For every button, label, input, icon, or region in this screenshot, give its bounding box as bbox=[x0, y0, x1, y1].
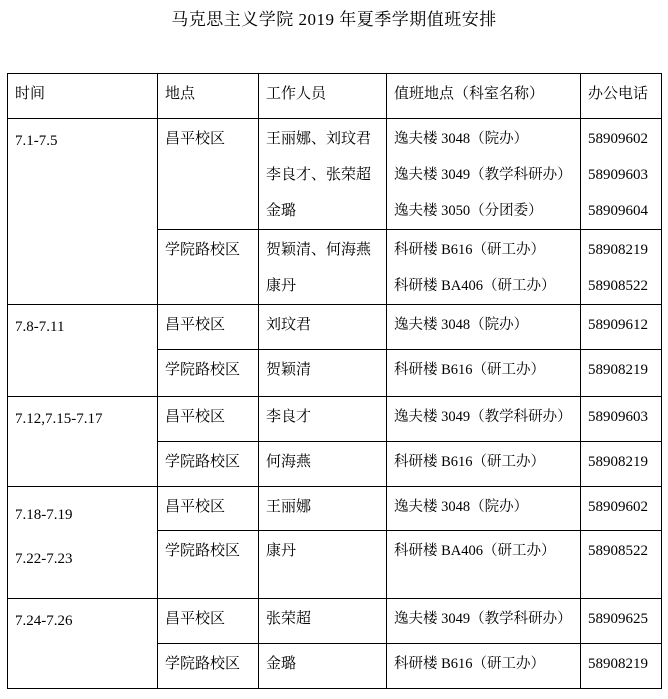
cell-line: 58908522 bbox=[588, 278, 648, 294]
phone-cell bbox=[581, 442, 662, 487]
cell-line: 58908522 bbox=[588, 543, 648, 559]
cell-line: 张荣超 bbox=[266, 611, 312, 627]
cell-line: 58909602 bbox=[588, 499, 648, 515]
cell-line: 58908219 bbox=[588, 362, 648, 378]
cell-line: 逸夫楼 3048（院办） bbox=[394, 317, 529, 333]
cell-line: 逸夫楼 3050（分团委） bbox=[394, 203, 543, 219]
staff-cell bbox=[259, 397, 387, 442]
location-cell bbox=[387, 644, 581, 689]
table-row bbox=[8, 397, 662, 442]
campus-cell: 昌平校区 bbox=[158, 397, 259, 442]
cell-line: 58909602 bbox=[588, 131, 648, 147]
cell-line: 科研楼 BA406（研工办） bbox=[394, 543, 556, 559]
cell-line: 科研楼 B616（研工办） bbox=[394, 242, 546, 258]
campus-cell: 学院路校区 bbox=[158, 531, 259, 599]
cell-line: 科研楼 B616（研工办） bbox=[394, 656, 546, 672]
campus-cell: 昌平校区 bbox=[158, 305, 259, 350]
campus-cell: 学院路校区 bbox=[158, 350, 259, 397]
cell-line: 金璐 bbox=[266, 656, 297, 672]
staff-cell bbox=[259, 599, 387, 644]
phone-cell bbox=[581, 599, 662, 644]
campus-cell: 学院路校区 bbox=[158, 644, 259, 689]
location-cell bbox=[387, 487, 581, 531]
cell-line: 何海燕 bbox=[266, 454, 312, 470]
cell-line: 贺颖清 bbox=[266, 362, 312, 378]
cell-line: 金璐 bbox=[266, 203, 297, 219]
cell-line: 王丽娜 bbox=[266, 499, 312, 515]
location-cell bbox=[387, 119, 581, 230]
phone-cell bbox=[581, 350, 662, 397]
campus-cell: 学院路校区 bbox=[158, 230, 259, 305]
cell-line: 贺颖清、何海燕 bbox=[266, 242, 372, 258]
cell-line: 康丹 bbox=[266, 278, 297, 294]
time-cell bbox=[8, 305, 158, 397]
phone-cell bbox=[581, 531, 662, 599]
cell-line: 逸夫楼 3049（教学科研办） bbox=[394, 167, 572, 183]
cell-line: 康丹 bbox=[266, 543, 297, 559]
cell-line: 逸夫楼 3048（院办） bbox=[394, 131, 529, 147]
cell-line: 58908219 bbox=[588, 454, 648, 470]
header-cell-phone: 办公电话 bbox=[581, 74, 662, 119]
header-cell-time: 时间 bbox=[8, 74, 158, 119]
cell-line: 王丽娜、刘玟君 bbox=[266, 131, 372, 147]
cell-line: 刘玟君 bbox=[266, 317, 312, 333]
staff-cell bbox=[259, 350, 387, 397]
cell-line: 58909625 bbox=[588, 611, 648, 627]
cell-line: 科研楼 B616（研工办） bbox=[394, 362, 546, 378]
cell-line: 58909612 bbox=[588, 317, 648, 333]
cell-line: 逸夫楼 3049（教学科研办） bbox=[394, 611, 572, 627]
staff-cell bbox=[259, 119, 387, 230]
cell-line: 7.8-7.11 bbox=[15, 318, 65, 335]
time-cell bbox=[8, 487, 158, 599]
staff-cell bbox=[259, 644, 387, 689]
location-cell bbox=[387, 531, 581, 599]
cell-line: 逸夫楼 3048（院办） bbox=[394, 499, 529, 515]
cell-line: 7.24-7.26 bbox=[15, 612, 73, 629]
table-row bbox=[8, 487, 662, 531]
staff-cell bbox=[259, 305, 387, 350]
phone-cell bbox=[581, 487, 662, 531]
phone-cell bbox=[581, 230, 662, 305]
location-cell bbox=[387, 397, 581, 442]
table-row bbox=[8, 599, 662, 644]
phone-cell bbox=[581, 644, 662, 689]
staff-cell bbox=[259, 442, 387, 487]
cell-line: 58909603 bbox=[588, 167, 648, 183]
table-header-row bbox=[8, 74, 662, 119]
table-row bbox=[8, 305, 662, 350]
cell-line: 科研楼 BA406（研工办） bbox=[394, 278, 556, 294]
cell-line: 58908219 bbox=[588, 656, 648, 672]
table-row bbox=[8, 119, 662, 230]
cell-line: 58909604 bbox=[588, 203, 648, 219]
location-cell bbox=[387, 230, 581, 305]
cell-line: 58908219 bbox=[588, 242, 648, 258]
staff-cell bbox=[259, 531, 387, 599]
phone-cell bbox=[581, 119, 662, 230]
campus-cell: 昌平校区 bbox=[158, 487, 259, 531]
cell-line: 7.1-7.5 bbox=[15, 132, 58, 149]
time-cell bbox=[8, 397, 158, 487]
duty-schedule-table bbox=[7, 73, 662, 689]
cell-line: 李良才、张荣超 bbox=[266, 167, 372, 183]
time-cell bbox=[8, 119, 158, 305]
campus-cell: 学院路校区 bbox=[158, 442, 259, 487]
header-cell-staff: 工作人员 bbox=[259, 74, 387, 119]
location-cell bbox=[387, 305, 581, 350]
time-cell bbox=[8, 599, 158, 689]
header-cell-location: 值班地点（科室名称） bbox=[387, 74, 581, 119]
campus-cell: 昌平校区 bbox=[158, 119, 259, 230]
cell-line: 7.22-7.23 bbox=[15, 550, 73, 567]
cell-line: 58909603 bbox=[588, 409, 648, 425]
location-cell bbox=[387, 442, 581, 487]
staff-cell bbox=[259, 487, 387, 531]
cell-line: 逸夫楼 3049（教学科研办） bbox=[394, 409, 572, 425]
location-cell bbox=[387, 350, 581, 397]
document-title: 马克思主义学院 2019 年夏季学期值班安排 bbox=[171, 10, 497, 29]
cell-line: 7.12,7.15-7.17 bbox=[15, 410, 103, 427]
cell-line: 科研楼 B616（研工办） bbox=[394, 454, 546, 470]
location-cell bbox=[387, 599, 581, 644]
phone-cell bbox=[581, 397, 662, 442]
cell-line: 7.18-7.19 bbox=[15, 506, 73, 523]
phone-cell bbox=[581, 305, 662, 350]
campus-cell: 昌平校区 bbox=[158, 599, 259, 644]
header-cell-campus: 地点 bbox=[158, 74, 259, 119]
cell-line: 李良才 bbox=[266, 409, 312, 425]
staff-cell bbox=[259, 230, 387, 305]
